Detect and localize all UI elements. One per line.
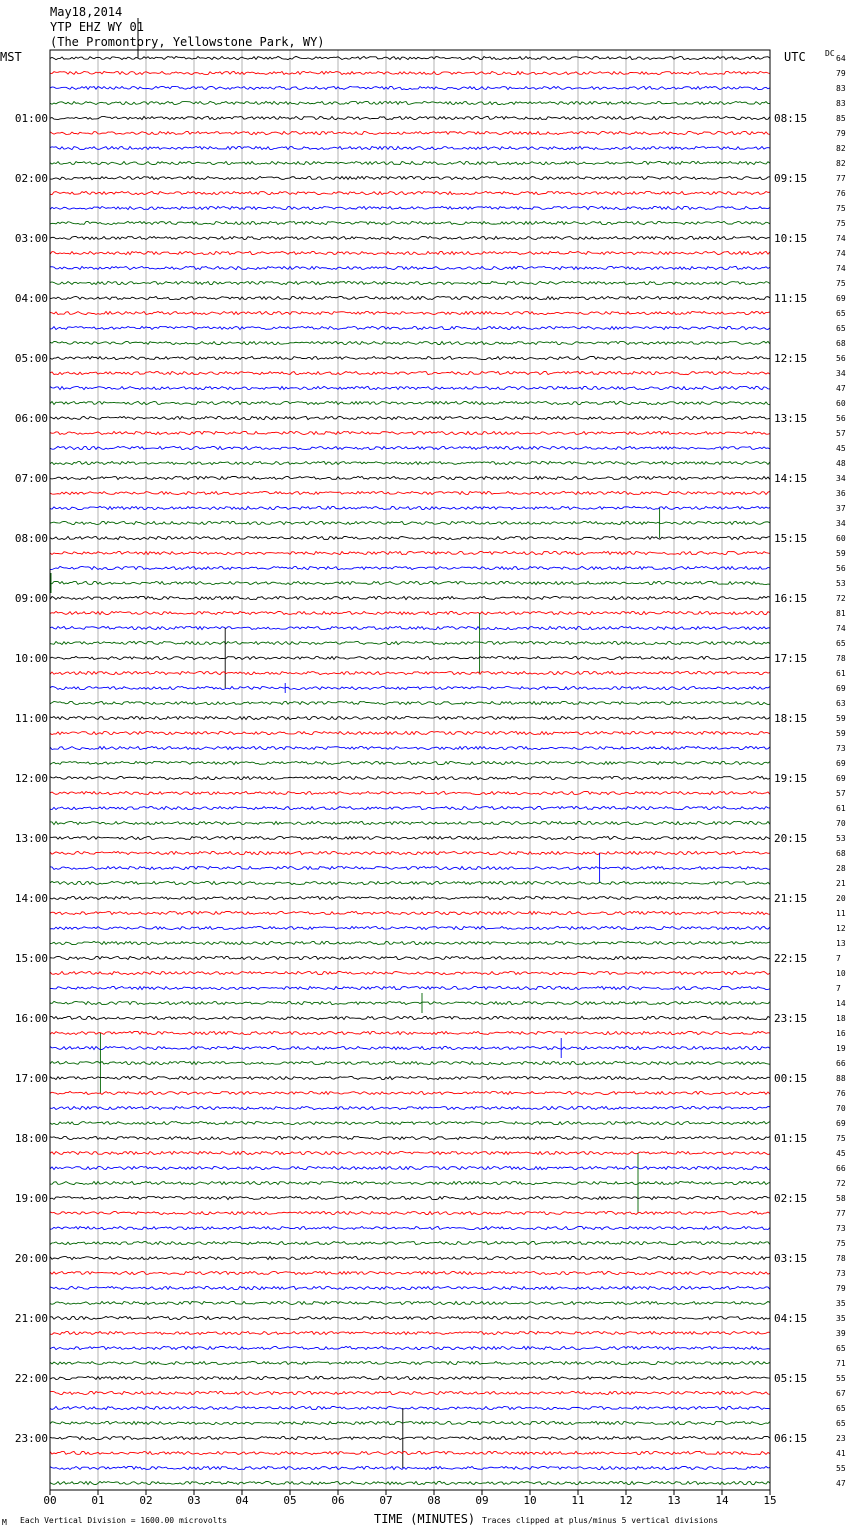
x-tick-label: 05 — [283, 1494, 297, 1507]
dc-offset-label: 57 — [836, 429, 846, 438]
dc-offset-label: 88 — [836, 1074, 846, 1083]
dc-offset-label: 41 — [836, 1449, 846, 1458]
left-hour-label: 13:00 — [14, 832, 48, 845]
trace-row-32 — [50, 536, 770, 539]
trace-row-19 — [50, 341, 770, 344]
dc-offset-label: 83 — [836, 99, 846, 108]
dc-offset-label: 60 — [836, 534, 846, 543]
right-hour-label: 19:15 — [774, 772, 808, 785]
trace-row-56 — [50, 896, 770, 899]
trace-row-7 — [50, 161, 770, 164]
trace-row-74 — [50, 1166, 770, 1169]
dc-offset-label: 48 — [836, 459, 846, 468]
left-hour-label: 16:00 — [14, 1012, 48, 1025]
trace-row-83 — [50, 1301, 770, 1304]
trace-row-52 — [50, 836, 770, 839]
left-hour-label: 08:00 — [14, 532, 48, 545]
dc-offset-label: 75 — [836, 219, 846, 228]
dc-offset-label: 67 — [836, 1389, 846, 1398]
dc-offset-label: 69 — [836, 774, 846, 783]
right-axis-label: UTC — [784, 50, 806, 64]
left-hour-label: 01:00 — [14, 112, 48, 125]
trace-row-61 — [50, 971, 770, 974]
left-hour-label: 12:00 — [14, 772, 48, 785]
trace-row-41 — [50, 671, 770, 674]
dc-offset-label: 23 — [836, 1434, 846, 1443]
trace-row-59 — [50, 941, 770, 944]
dc-offset-label: 60 — [836, 399, 846, 408]
right-hour-label: 03:15 — [774, 1252, 808, 1265]
trace-row-53 — [50, 851, 770, 854]
dc-offset-label: 73 — [836, 1269, 846, 1278]
trace-row-2 — [50, 86, 770, 89]
dc-offset-label: 69 — [836, 759, 846, 768]
trace-row-81 — [50, 1271, 770, 1274]
dc-offset-label: 79 — [836, 1284, 846, 1293]
trace-row-78 — [50, 1226, 770, 1229]
trace-row-89 — [50, 1391, 770, 1394]
x-tick-label: 06 — [331, 1494, 345, 1507]
right-hour-label: 11:15 — [774, 292, 808, 305]
trace-row-93 — [50, 1451, 770, 1454]
trace-row-14 — [50, 266, 770, 269]
dc-offset-label: 47 — [836, 1479, 846, 1488]
dc-offset-label: 47 — [836, 384, 846, 393]
trace-row-43 — [50, 701, 770, 704]
x-tick-label: 07 — [379, 1494, 393, 1507]
right-hour-label: 02:15 — [774, 1192, 808, 1205]
trace-row-34 — [50, 566, 770, 569]
trace-row-27 — [50, 461, 770, 464]
right-hour-label: 16:15 — [774, 592, 808, 605]
trace-row-35 — [50, 573, 770, 593]
dc-offset-label: 13 — [836, 939, 846, 948]
dc-offset-label: 56 — [836, 564, 846, 573]
dc-offset-label: 45 — [836, 444, 846, 453]
trace-row-24 — [50, 416, 770, 419]
x-tick-label: 01 — [91, 1494, 105, 1507]
dc-offset-label: 76 — [836, 189, 846, 198]
grid-lines — [50, 18, 770, 1495]
trace-row-21 — [50, 371, 770, 374]
trace-row-87 — [50, 1361, 770, 1364]
trace-row-90 — [50, 1406, 770, 1409]
x-tick-label: 03 — [187, 1494, 201, 1507]
left-hour-label: 06:00 — [14, 412, 48, 425]
trace-row-13 — [50, 251, 770, 254]
trace-row-40 — [50, 628, 770, 688]
dc-offset-label: 34 — [836, 474, 846, 483]
right-hour-label: 22:15 — [774, 952, 808, 965]
dc-offset-label: 64 — [836, 54, 846, 63]
right-hour-label: 00:15 — [774, 1072, 808, 1085]
dc-offset-label: 69 — [836, 294, 846, 303]
dc-offset-label: 37 — [836, 504, 846, 513]
right-hour-label: 10:15 — [774, 232, 808, 245]
dc-offset-label: 65 — [836, 324, 846, 333]
trace-row-60 — [50, 956, 770, 959]
dc-offset-label: 79 — [836, 129, 846, 138]
trace-row-71 — [50, 1121, 770, 1124]
dc-offset-label: 73 — [836, 744, 846, 753]
right-hour-label: 12:15 — [774, 352, 808, 365]
trace-row-6 — [50, 146, 770, 149]
dc-offset-label: 68 — [836, 849, 846, 858]
dc-offset-label: 61 — [836, 669, 846, 678]
right-hour-label: 21:15 — [774, 892, 808, 905]
trace-row-36 — [50, 596, 770, 599]
left-hour-label: 17:00 — [14, 1072, 48, 1085]
trace-row-79 — [50, 1241, 770, 1244]
dc-offset-label: 74 — [836, 264, 846, 273]
dc-offset-label: 59 — [836, 549, 846, 558]
trace-row-16 — [50, 296, 770, 299]
trace-row-62 — [50, 986, 770, 989]
dc-offset-label: 70 — [836, 819, 846, 828]
right-hour-label: 09:15 — [774, 172, 808, 185]
dc-offset-label: 69 — [836, 1119, 846, 1128]
trace-row-8 — [50, 176, 770, 179]
dc-offset-label: 65 — [836, 639, 846, 648]
x-tick-label: 11 — [571, 1494, 585, 1507]
trace-lines — [50, 56, 770, 1484]
trace-row-75 — [50, 1153, 770, 1213]
x-tick-label: 10 — [523, 1494, 537, 1507]
trace-row-29 — [50, 491, 770, 494]
trace-row-33 — [50, 551, 770, 554]
right-hour-label: 06:15 — [774, 1432, 808, 1445]
dc-offset-label: 18 — [836, 1014, 846, 1023]
left-hour-label: 20:00 — [14, 1252, 48, 1265]
dc-offset-label: 28 — [836, 864, 846, 873]
trace-row-95 — [50, 1481, 770, 1484]
dc-offset-label: 82 — [836, 159, 846, 168]
trace-row-67 — [50, 1033, 770, 1093]
trace-row-12 — [50, 236, 770, 239]
right-hour-label: 04:15 — [774, 1312, 808, 1325]
trace-row-23 — [50, 401, 770, 404]
right-hour-label: 08:15 — [774, 112, 808, 125]
trace-row-30 — [50, 506, 770, 509]
trace-row-49 — [50, 791, 770, 794]
trace-row-5 — [50, 131, 770, 134]
x-tick-label: 15 — [763, 1494, 777, 1507]
header-station: YTP EHZ WY 01 — [50, 20, 144, 34]
dc-offset-label: 65 — [836, 1404, 846, 1413]
dc-offset-label: 59 — [836, 729, 846, 738]
left-hour-label: 04:00 — [14, 292, 48, 305]
trace-row-20 — [50, 356, 770, 359]
x-tick-label: 08 — [427, 1494, 441, 1507]
dc-offset-label: 69 — [836, 684, 846, 693]
dc-offset-label: 75 — [836, 279, 846, 288]
trace-row-63 — [50, 993, 770, 1013]
left-hour-label: 11:00 — [14, 712, 48, 725]
trace-row-69 — [50, 1091, 770, 1094]
left-hour-label: 22:00 — [14, 1372, 48, 1385]
dc-offset-label: 77 — [836, 1209, 846, 1218]
clip-note: Traces clipped at plus/minus 5 vertical divisions — [482, 1516, 719, 1525]
trace-row-66 — [50, 1038, 770, 1058]
dc-offset-label: 55 — [836, 1374, 846, 1383]
trace-row-50 — [50, 806, 770, 809]
trace-row-10 — [50, 206, 770, 209]
x-tick-label: 12 — [619, 1494, 633, 1507]
dc-offset-label: 72 — [836, 1179, 846, 1188]
dc-offset-label: 55 — [836, 1464, 846, 1473]
trace-row-28 — [50, 476, 770, 479]
trace-row-86 — [50, 1346, 770, 1349]
x-tick-label: 09 — [475, 1494, 489, 1507]
left-hour-label: 02:00 — [14, 172, 48, 185]
dc-label: DC — [825, 49, 835, 58]
dc-offset-label: 59 — [836, 714, 846, 723]
dc-offset-label: 78 — [836, 654, 846, 663]
trace-row-11 — [50, 221, 770, 224]
trace-row-65 — [50, 1031, 770, 1034]
dc-offset-label: 53 — [836, 834, 846, 843]
trace-row-22 — [50, 386, 770, 389]
trace-row-46 — [50, 746, 770, 749]
trace-row-76 — [50, 1196, 770, 1199]
dc-offset-label: 7 — [836, 954, 841, 963]
x-axis-label: TIME (MINUTES) — [374, 1512, 476, 1526]
left-hour-label: 19:00 — [14, 1192, 48, 1205]
left-hour-label: 09:00 — [14, 592, 48, 605]
trace-row-42 — [50, 683, 770, 693]
dc-offset-label: 66 — [836, 1164, 846, 1173]
left-hour-label: 23:00 — [14, 1432, 48, 1445]
trace-row-92 — [50, 1408, 770, 1468]
dc-offset-label: 19 — [836, 1044, 846, 1053]
dc-offset-label: 74 — [836, 624, 846, 633]
x-tick-label: 04 — [235, 1494, 249, 1507]
trace-row-47 — [50, 761, 770, 764]
trace-row-72 — [50, 1136, 770, 1139]
x-tick-label: 13 — [667, 1494, 681, 1507]
trace-row-84 — [50, 1316, 770, 1319]
right-hour-label: 15:15 — [774, 532, 808, 545]
dc-offset-label: 61 — [836, 804, 846, 813]
trace-row-51 — [50, 821, 770, 824]
dc-offset-label: 53 — [836, 579, 846, 588]
trace-row-64 — [50, 1016, 770, 1019]
dc-offset-label: 79 — [836, 69, 846, 78]
dc-offset-label: 34 — [836, 519, 846, 528]
trace-row-26 — [50, 446, 770, 449]
trace-row-18 — [50, 326, 770, 329]
right-hour-label: 20:15 — [774, 832, 808, 845]
x-tick-label: 00 — [43, 1494, 57, 1507]
dc-offset-label: 75 — [836, 1239, 846, 1248]
dc-offset-label: 65 — [836, 1419, 846, 1428]
dc-offset-label: 78 — [836, 1254, 846, 1263]
trace-row-58 — [50, 926, 770, 929]
left-hour-label: 03:00 — [14, 232, 48, 245]
trace-row-44 — [50, 716, 770, 719]
dc-offset-label: 7 — [836, 984, 841, 993]
dc-offset-label: 36 — [836, 489, 846, 498]
trace-row-39 — [50, 613, 770, 673]
trace-row-73 — [50, 1151, 770, 1154]
trace-row-45 — [50, 731, 770, 734]
trace-row-0 — [50, 56, 770, 59]
dc-offset-label: 72 — [836, 594, 846, 603]
trace-row-82 — [50, 1286, 770, 1289]
dc-offset-label: 45 — [836, 1149, 846, 1158]
dc-offset-label: 56 — [836, 354, 846, 363]
trace-row-57 — [50, 911, 770, 914]
dc-offset-label: 81 — [836, 609, 846, 618]
trace-row-1 — [50, 71, 770, 74]
trace-row-54 — [50, 853, 770, 883]
trace-row-85 — [50, 1331, 770, 1334]
dc-offset-label: 83 — [836, 84, 846, 93]
right-hour-label: 13:15 — [774, 412, 808, 425]
trace-row-80 — [50, 1256, 770, 1259]
trace-row-3 — [50, 101, 770, 104]
trace-row-55 — [50, 881, 770, 884]
right-hour-label: 18:15 — [774, 712, 808, 725]
dc-offset-label: 39 — [836, 1329, 846, 1338]
dc-offset-label: 12 — [836, 924, 846, 933]
dc-offset-label: 34 — [836, 369, 846, 378]
x-tick-label: 14 — [715, 1494, 729, 1507]
dc-offset-label: 75 — [836, 204, 846, 213]
right-hour-label: 14:15 — [774, 472, 808, 485]
left-hour-label: 18:00 — [14, 1132, 48, 1145]
dc-offset-label: 66 — [836, 1059, 846, 1068]
dc-offset-label: 73 — [836, 1224, 846, 1233]
trace-row-94 — [50, 1466, 770, 1469]
dc-offset-label: 11 — [836, 909, 846, 918]
trace-row-31 — [50, 508, 770, 538]
trace-row-17 — [50, 311, 770, 314]
dc-offset-label: 10 — [836, 969, 846, 978]
left-hour-label: 21:00 — [14, 1312, 48, 1325]
trace-row-88 — [50, 1376, 770, 1379]
trace-row-9 — [50, 191, 770, 194]
dc-offset-label: 63 — [836, 699, 846, 708]
trace-row-25 — [50, 431, 770, 434]
trace-row-70 — [50, 1106, 770, 1109]
dc-offset-label: 35 — [836, 1314, 846, 1323]
dc-offset-label: 57 — [836, 789, 846, 798]
dc-offset-label: 76 — [836, 1089, 846, 1098]
right-hour-label: 17:15 — [774, 652, 808, 665]
trace-row-38 — [50, 626, 770, 629]
header-date: May18,2014 — [50, 5, 123, 19]
dc-offset-label: 85 — [836, 114, 846, 123]
dc-offset-label: 16 — [836, 1029, 846, 1038]
x-tick-label: 02 — [139, 1494, 153, 1507]
dc-offset-label: 70 — [836, 1104, 846, 1113]
left-hour-label: 07:00 — [14, 472, 48, 485]
left-axis-label: MST — [0, 50, 22, 64]
right-hour-label: 01:15 — [774, 1132, 808, 1145]
dc-offset-label: 74 — [836, 249, 846, 258]
right-hour-label: 23:15 — [774, 1012, 808, 1025]
header-location: (The Promontory, Yellowstone Park, WY) — [50, 35, 325, 49]
trace-row-4 — [50, 116, 770, 119]
trace-row-15 — [50, 281, 770, 284]
dc-offset-label: 65 — [836, 309, 846, 318]
left-hour-label: 15:00 — [14, 952, 48, 965]
trace-row-91 — [50, 1421, 770, 1424]
dc-offset-label: 68 — [836, 339, 846, 348]
trace-row-37 — [50, 611, 770, 614]
dc-offset-label: 65 — [836, 1344, 846, 1353]
dc-offset-label: 82 — [836, 144, 846, 153]
scale-note: Each Vertical Division = 1600.00 microvolts — [20, 1516, 228, 1525]
trace-row-68 — [50, 1076, 770, 1079]
dc-offset-label: 14 — [836, 999, 846, 1008]
dc-offset-label: 21 — [836, 879, 846, 888]
dc-offset-label: 58 — [836, 1194, 846, 1203]
dc-offset-label: 71 — [836, 1359, 846, 1368]
dc-offset-label: 35 — [836, 1299, 846, 1308]
dc-offset-label: 56 — [836, 414, 846, 423]
right-hour-label: 05:15 — [774, 1372, 808, 1385]
trace-row-77 — [50, 1211, 770, 1214]
left-hour-label: 05:00 — [14, 352, 48, 365]
left-hour-label: 10:00 — [14, 652, 48, 665]
dc-offset-label: 75 — [836, 1134, 846, 1143]
dc-offset-label: 77 — [836, 174, 846, 183]
left-hour-label: 14:00 — [14, 892, 48, 905]
corner-mark: M — [2, 1518, 7, 1527]
dc-offset-label: 20 — [836, 894, 846, 903]
dc-offset-label: 74 — [836, 234, 846, 243]
trace-row-48 — [50, 776, 770, 779]
